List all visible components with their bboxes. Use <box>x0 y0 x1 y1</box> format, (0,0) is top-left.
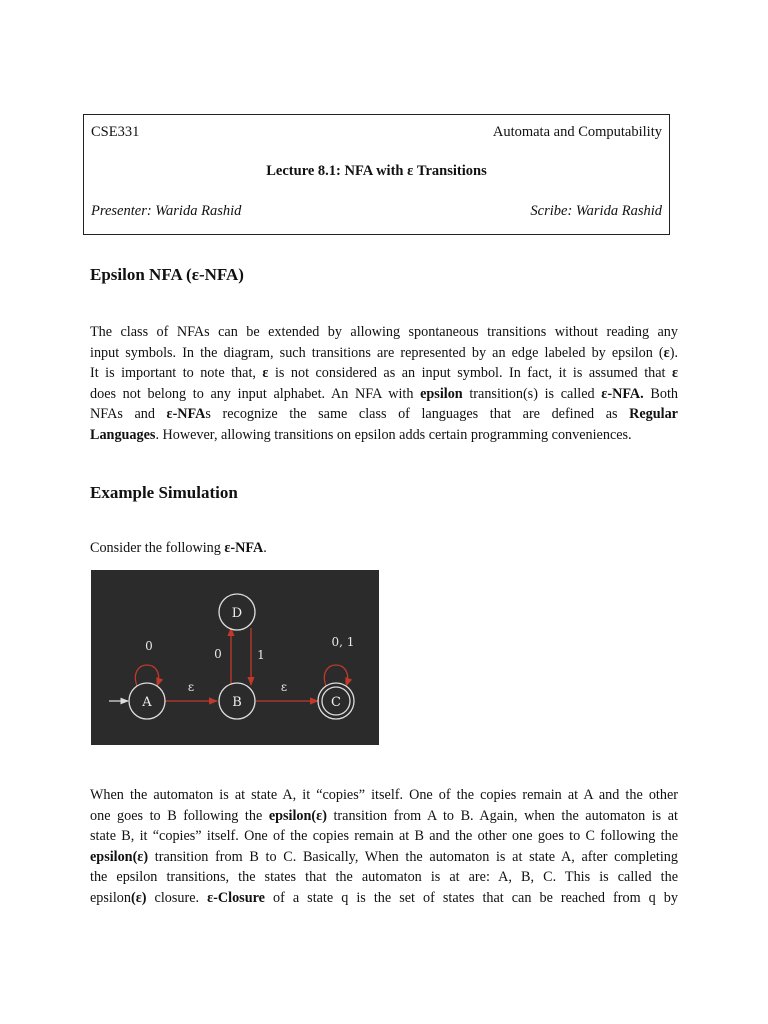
intro-period: . <box>263 540 267 556</box>
paragraph-line: input symbols. In the diagram, such transitions are represented by an edge labeled by epsilon (ε). <box>90 344 678 361</box>
header-bottom-row <box>91 203 662 220</box>
paragraph-line: It is important to note that, ε is not considered as an input symbol. In fact, it is assumed that ε <box>90 365 679 381</box>
edge-a-to-b-label: ε <box>187 680 195 694</box>
paragraph-line: The class of NFAs can be extended by allowing spontaneous transitions without reading any <box>90 324 678 340</box>
epsilon-nfa-diagram <box>91 570 379 745</box>
section-heading-epsilon-nfa: Epsilon NFA (ε-NFA) <box>90 265 244 284</box>
edge-b-to-d-label: 0 <box>214 647 222 661</box>
example-intro <box>90 540 267 557</box>
paragraph-line: NFAs and ε-NFAs recognize the same class of languages that are defined as Regular <box>90 406 678 422</box>
paragraph-line: the epsilon transitions, the states that the automaton is at are: A, B, C. This is called the <box>90 869 678 885</box>
intro-text: Consider the following <box>90 540 225 556</box>
paragraph-line: one goes to B following the epsilon(ε) transition from A to B. Again, when the automaton is at <box>90 807 679 824</box>
state-a-label: A <box>142 695 152 710</box>
state-d-label: D <box>231 606 243 621</box>
header-top-row <box>91 124 662 141</box>
paragraph-line: state B, it “copies” itself. One of the copies remain at B and the other one goes to C following the <box>90 828 678 844</box>
state-b-label: B <box>232 695 242 710</box>
paragraph-line: When the automaton is at state A, it “copies” itself. One of the copies remain at A and the other <box>90 787 678 803</box>
presenter: Presenter: Warida Rashid <box>91 203 242 219</box>
intro-paragraph <box>90 322 678 445</box>
course-name: Automata and Computability <box>492 124 662 140</box>
edge-d-to-b-label: 1 <box>257 648 265 662</box>
loop-a-label: 0 <box>145 639 153 653</box>
paragraph-line: epsilon(ε) transition from B to C. Basically, When the automaton is at state A, after completing <box>90 848 678 865</box>
paragraph-line: epsilon(ε) closure. ε-Closure of a state q is the set of states that can be reached from q by <box>90 889 678 906</box>
lecture-header <box>83 114 670 235</box>
diagram-svg <box>91 570 379 745</box>
intro-bold: ε-NFA <box>224 540 264 556</box>
loop-c-label: 0, 1 <box>331 635 355 649</box>
state-c-label: C <box>331 695 341 710</box>
paragraph-line: does not belong to any input alphabet. An NFA with epsilon transition(s) is called ε-NFA. Both <box>90 385 678 402</box>
simulation-paragraph <box>90 785 678 908</box>
edge-b-to-c-label: ε <box>280 680 288 694</box>
lecture-title: Lecture 8.1: NFA with ε Transitions <box>266 163 487 179</box>
section-heading-example-simulation: Example Simulation <box>90 483 238 502</box>
scribe: Scribe: Warida Rashid <box>530 203 662 219</box>
paragraph-line: Languages. However, allowing transitions on epsilon adds certain programming conveniences. <box>90 426 632 443</box>
course-code: CSE331 <box>91 124 140 140</box>
